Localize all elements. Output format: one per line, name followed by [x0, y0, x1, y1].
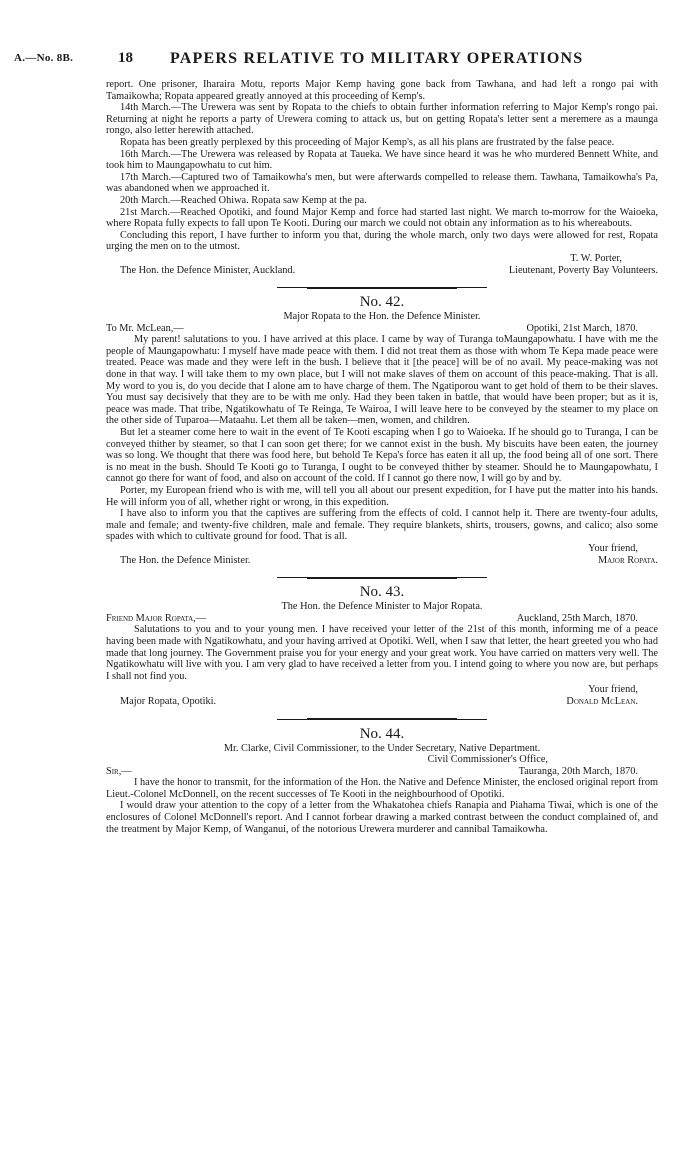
- closing: Your friend,: [588, 542, 638, 554]
- address-row: [106, 613, 658, 625]
- letter-paragraph: Salutations to you and to your young men. I have received your letter of the 21st of this month, informing me of a peace having been made with Ngatikowhatu, and your having arrived at Opotiki. Well, when I saw that letter, the heart greeted you who had made that long journey. The Government praise you for your energy and your great work. You have carried on matters very well. The Ngatikowhatu will live with you. I am very glad to have received a letter from you. I intend going to where you now are, but perhaps I shall not find you.: [106, 624, 658, 682]
- report-paragraph: 17th March.—Captured two of Tamaikowha's men, but were afterwards compelled to release them. Tawhana, Tamaikowha's Pa, was abandoned when we approached it.: [106, 171, 658, 195]
- report-paragraph: report. One prisoner, Iharaira Motu, reports Major Kemp having gone back from Tawhana, and had left a rongo pai with Tamaikowha; Ropata appeared greatly annoyed at this proceeding of Kemp's.: [106, 79, 658, 102]
- section-divider: [307, 286, 457, 289]
- signature-title: Lieutenant, Poverty Bay Volunteers.: [508, 264, 658, 276]
- section-divider: [307, 576, 457, 579]
- report-paragraph: 14th March.—The Urewera was sent by Ropata to the chiefs to obtain further information referring to Major Kemp's rongo pai. Returning at night he reports a party of Urewera coming to attack us, but on getting Ropata's letter sent a meremere as a maunga rongo, also letter herewith attached.: [106, 102, 658, 137]
- letter-heading: The Hon. the Defence Minister to Major Ropata.: [281, 601, 483, 613]
- report-paragraph: Ropata has been greatly perplexed by this proceeding of Major Kemp's, as all his plans are frustrated by the false peace.: [120, 136, 615, 148]
- letter-paragraph: I have the honor to transmit, for the information of the Hon. the Native and Defence Minister, the enclosed original report from Lieut.-Colonel McDonnell, on the recent successes of Te Kooti in the neighbourhood of Opotiki.: [106, 777, 658, 800]
- letter-number: No. 44.: [359, 725, 405, 742]
- letter-number: No. 43.: [359, 584, 405, 601]
- letter-paragraph: I would draw your attention to the copy of a letter from the Whakatohea chiefs Ranapia and Piahama Tiwai, which is one of the enclosures of Colonel McDonnell's report. And I cannot forbear drawing a marked contrast between the conduct complained of, and the treatment by Major Kemp, of Wanganui, of the notorious Urewera murderer and cannibal Tamaikowha.: [106, 800, 658, 835]
- address-row: [106, 323, 658, 335]
- report-paragraph: Concluding this report, I have further to inform you that, during the whole march, only two days were allowed for rest, Ropata urging the men on to the utmost.: [106, 229, 658, 253]
- addressee: Major Ropata, Opotiki.: [120, 695, 217, 707]
- section-divider: [307, 718, 457, 721]
- letter-no-44: [106, 725, 658, 836]
- letter-no-43: [106, 583, 658, 707]
- office: Civil Commissioner's Office,: [427, 754, 548, 766]
- letter-paragraph: I have also to inform you that the captives are suffering from the effects of cold. I cannot help it. There are twenty-four adults, male and female; and twenty-five children, male and female. They require blankets, shirts, trousers, gowns, and calico; also some spades with which to cultivate ground for food. That is all.: [106, 508, 658, 543]
- page-header: [14, 50, 686, 72]
- signature-row: [106, 555, 658, 567]
- letter-no-42: [106, 293, 658, 566]
- report-paragraph: 21st March.—Reached Opotiki, and found Major Kemp and force had started last night. We march to-morrow for the Waioeka, where Ropata fully expects to fall upon Te Kooti. During our march we could not obtain any information as to his whereabouts.: [106, 206, 658, 230]
- letter-heading: Mr. Clarke, Civil Commissioner, to the Under Secretary, Native Department.: [223, 742, 541, 754]
- letter-paragraph: Porter, my European friend who is with me, will tell you all about our present expedition, for I have put the matter into his hands. He will inform you of all, whether right or wrong, in this expedition.: [106, 485, 658, 508]
- document-body: [106, 79, 658, 835]
- paper-reference: A.—No. 8B.: [14, 52, 74, 64]
- report-paragraph: 20th March.—Reached Ohiwa. Ropata saw Kemp at the pa.: [120, 194, 367, 206]
- recipient: Friend Major Ropata,—: [106, 612, 207, 624]
- place-date: Opotiki, 21st March, 1870.: [526, 322, 638, 334]
- running-title: PAPERS RELATIVE TO MILITARY OPERATIONS: [170, 50, 584, 67]
- signature-row: [106, 696, 658, 708]
- addressee: The Hon. the Defence Minister, Auckland.: [120, 264, 296, 276]
- addressee: The Hon. the Defence Minister.: [120, 554, 251, 566]
- signature: Major Ropata.: [597, 554, 658, 566]
- recipient: To Mr. McLean,—: [106, 322, 184, 334]
- place-date: Auckland, 25th March, 1870.: [516, 612, 638, 624]
- signature: Donald McLean.: [566, 695, 638, 707]
- address-row: [106, 766, 658, 778]
- signature-row: [106, 265, 658, 277]
- letter-paragraph: My parent! salutations to you. I have arrived at this place. I came by way of Turanga toMaungapowhatu. I have with me the people of Maungapowhatu: I myself have made peace with them. I did not treat them as those with whom Te Kepa made peace were treated. Peace was made and they were left in the bush. I believe that it [the peace] will be of no avail. My peace-making was not done in that way. I will take them to my own place, but I will not make slaves of them on account of this peace-making. That is all. My word to you is, do you decide that I alone am to have charge of them. The Ngatiporou want to get hold of them to be their slaves. You must say decisively that they are to be with me only. Had they been taken in battle, that would have been proper; but as it is, peace was made. That tribe, Ngatikowhatu of Te Reinga, Te Wairoa, I will leave here to be conveyed by the steamer to my place on the other side of Tuparoa—Mataahu. Let them all be taken—men, women, and children.: [106, 334, 658, 427]
- letter-heading: Major Ropata to the Hon. the Defence Minister.: [283, 311, 481, 323]
- salutation: Sir,—: [106, 765, 132, 777]
- letter-paragraph: But let a steamer come here to wait in the event of Te Kooti escaping when I go to Waioeka. If he should go to Turanga, I can be conveyed thither by steamer, so that I can soon get there; for we cannot exist in the bush. My biscuits have been eaten, the journey was so long. We thought that there was food here, but behold Te Kepa's force has eaten it all up, the food being all of one sort. There is no meat in the bush. Should Te Kooti go to Turanga, I ought to be conveyed thither by steamer. Should he to Maungapowhatu, I cannot go there for want of food, and also on account of the cold. If I cannot go there now, I will go by and by.: [106, 427, 658, 485]
- place-date: Tauranga, 20th March, 1870.: [518, 765, 638, 777]
- page-number: 18: [118, 50, 133, 66]
- closing: Your friend,: [588, 684, 638, 696]
- letter-number: No. 42.: [359, 294, 405, 311]
- porter-report: [106, 79, 658, 276]
- report-paragraph: 16th March.—The Urewera was released by Ropata at Taueka. We have since heard it was he who murdered Bennett White, and took him to Maungapowhatu to cut him.: [106, 148, 658, 172]
- signature-name: T. W. Porter,: [570, 252, 622, 264]
